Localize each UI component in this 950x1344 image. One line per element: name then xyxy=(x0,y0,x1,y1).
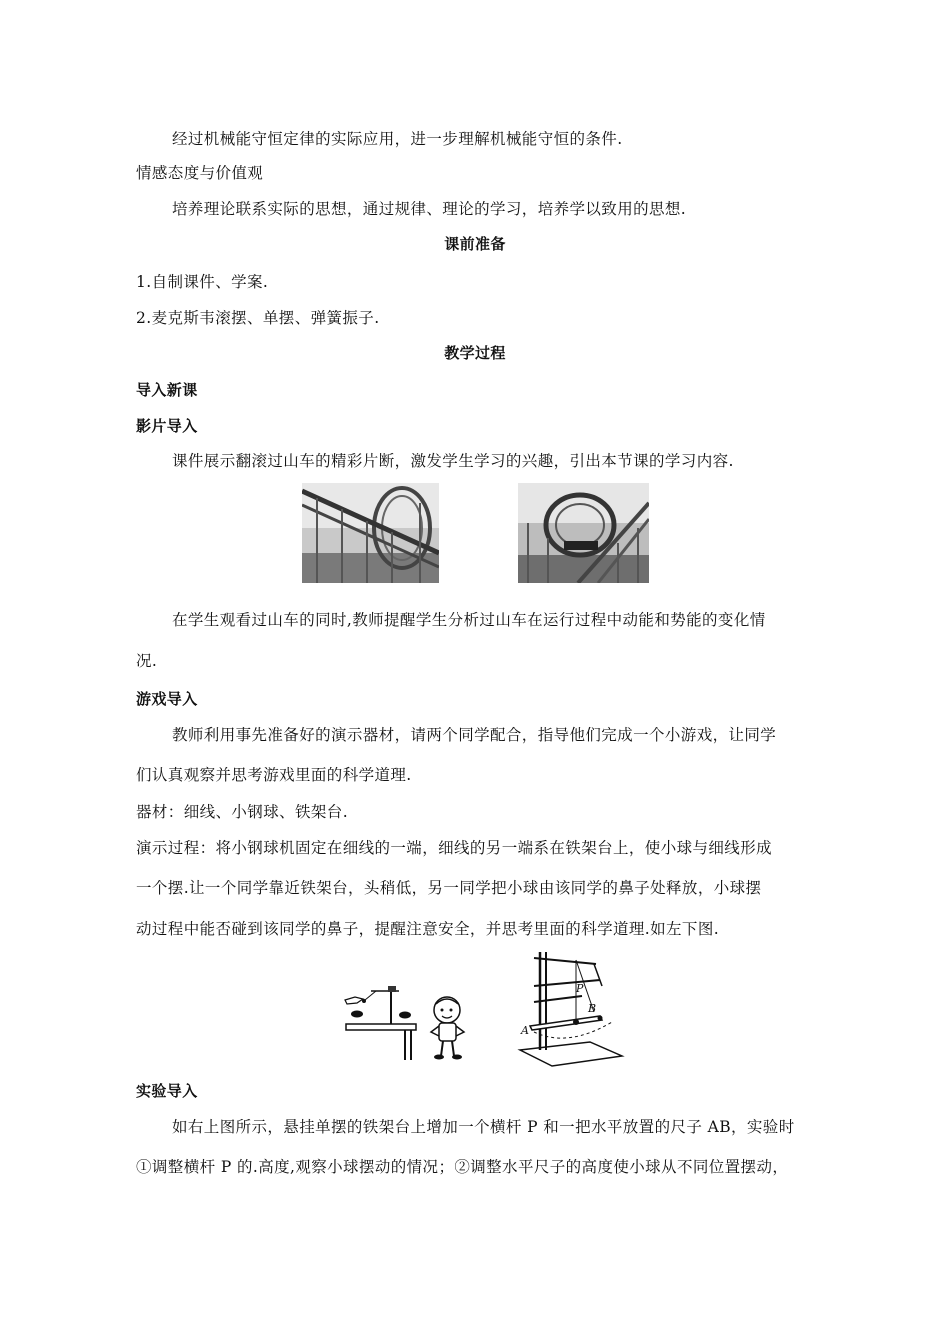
paragraph-experiment-b: ①调整横杆 P 的.高度,观察小球摆动的情况；②调整水平尺子的高度使小球从不同位置摆动， xyxy=(136,1158,789,1176)
pendulum-game-illustration xyxy=(343,966,483,1062)
demo-process-b: 一个摆.让一个同学靠近铁架台，头稍低，另一同学把小球由该同学的鼻子处释放，小球摆 xyxy=(136,879,762,897)
prep-item-1: 1.自制课件、学案. xyxy=(136,273,269,291)
label-b: B xyxy=(588,1002,597,1015)
paragraph-mechanical-energy: 经过机械能守恒定律的实际应用，进一步理解机械能守恒的条件. xyxy=(172,130,623,148)
roller-coaster-photo-right xyxy=(518,483,649,583)
paragraph-observe-b: 况. xyxy=(136,652,158,670)
heading-emotion: 情感态度与价值观 xyxy=(136,164,264,182)
equipment-list: 器材：细线、小钢球、铁架台. xyxy=(136,803,349,821)
section-title-process: 教学过程 xyxy=(444,344,506,362)
paragraph-theory-practice: 培养理论联系实际的思想，通过规律、理论的学习，培养学以致用的思想. xyxy=(172,200,687,218)
heading-experiment-intro: 实验导入 xyxy=(136,1082,198,1100)
heading-film-intro: 影片导入 xyxy=(136,417,198,435)
paragraph-film: 课件展示翻滚过山车的精彩片断，激发学生学习的兴趣，引出本节课的学习内容. xyxy=(172,452,734,470)
label-p: P xyxy=(576,982,584,995)
roller-coaster-photo-left xyxy=(302,483,439,583)
paragraph-game-b: 们认真观察并思考游戏里面的科学道理. xyxy=(136,766,412,784)
heading-intro: 导入新课 xyxy=(136,381,198,399)
prep-item-2: 2.麦克斯韦滚摆、单摆、弹簧振子. xyxy=(136,309,380,327)
paragraph-observe-a: 在学生观看过山车的同时,教师提醒学生分析过山车在运行过程中动能和势能的变化情 xyxy=(172,611,766,629)
demo-process-a: 演示过程：将小钢球机固定在细线的一端，细线的另一端系在铁架台上，使小球与细线形成 xyxy=(136,839,773,857)
heading-game-intro: 游戏导入 xyxy=(136,690,198,708)
pendulum-ruler-diagram xyxy=(516,950,626,1068)
paragraph-experiment-a: 如右上图所示，悬挂单摆的铁架台上增加一个横杆 P 和一把水平放置的尺子 AB，实验时 xyxy=(172,1118,795,1136)
section-title-preparation: 课前准备 xyxy=(444,235,506,253)
label-a: A xyxy=(521,1024,529,1037)
paragraph-game-a: 教师利用事先准备好的演示器材，请两个同学配合，指导他们完成一个小游戏，让同学 xyxy=(172,726,777,744)
demo-process-c: 动过程中能否碰到该同学的鼻子，提醒注意安全，并思考里面的科学道理.如左下图. xyxy=(136,920,720,938)
